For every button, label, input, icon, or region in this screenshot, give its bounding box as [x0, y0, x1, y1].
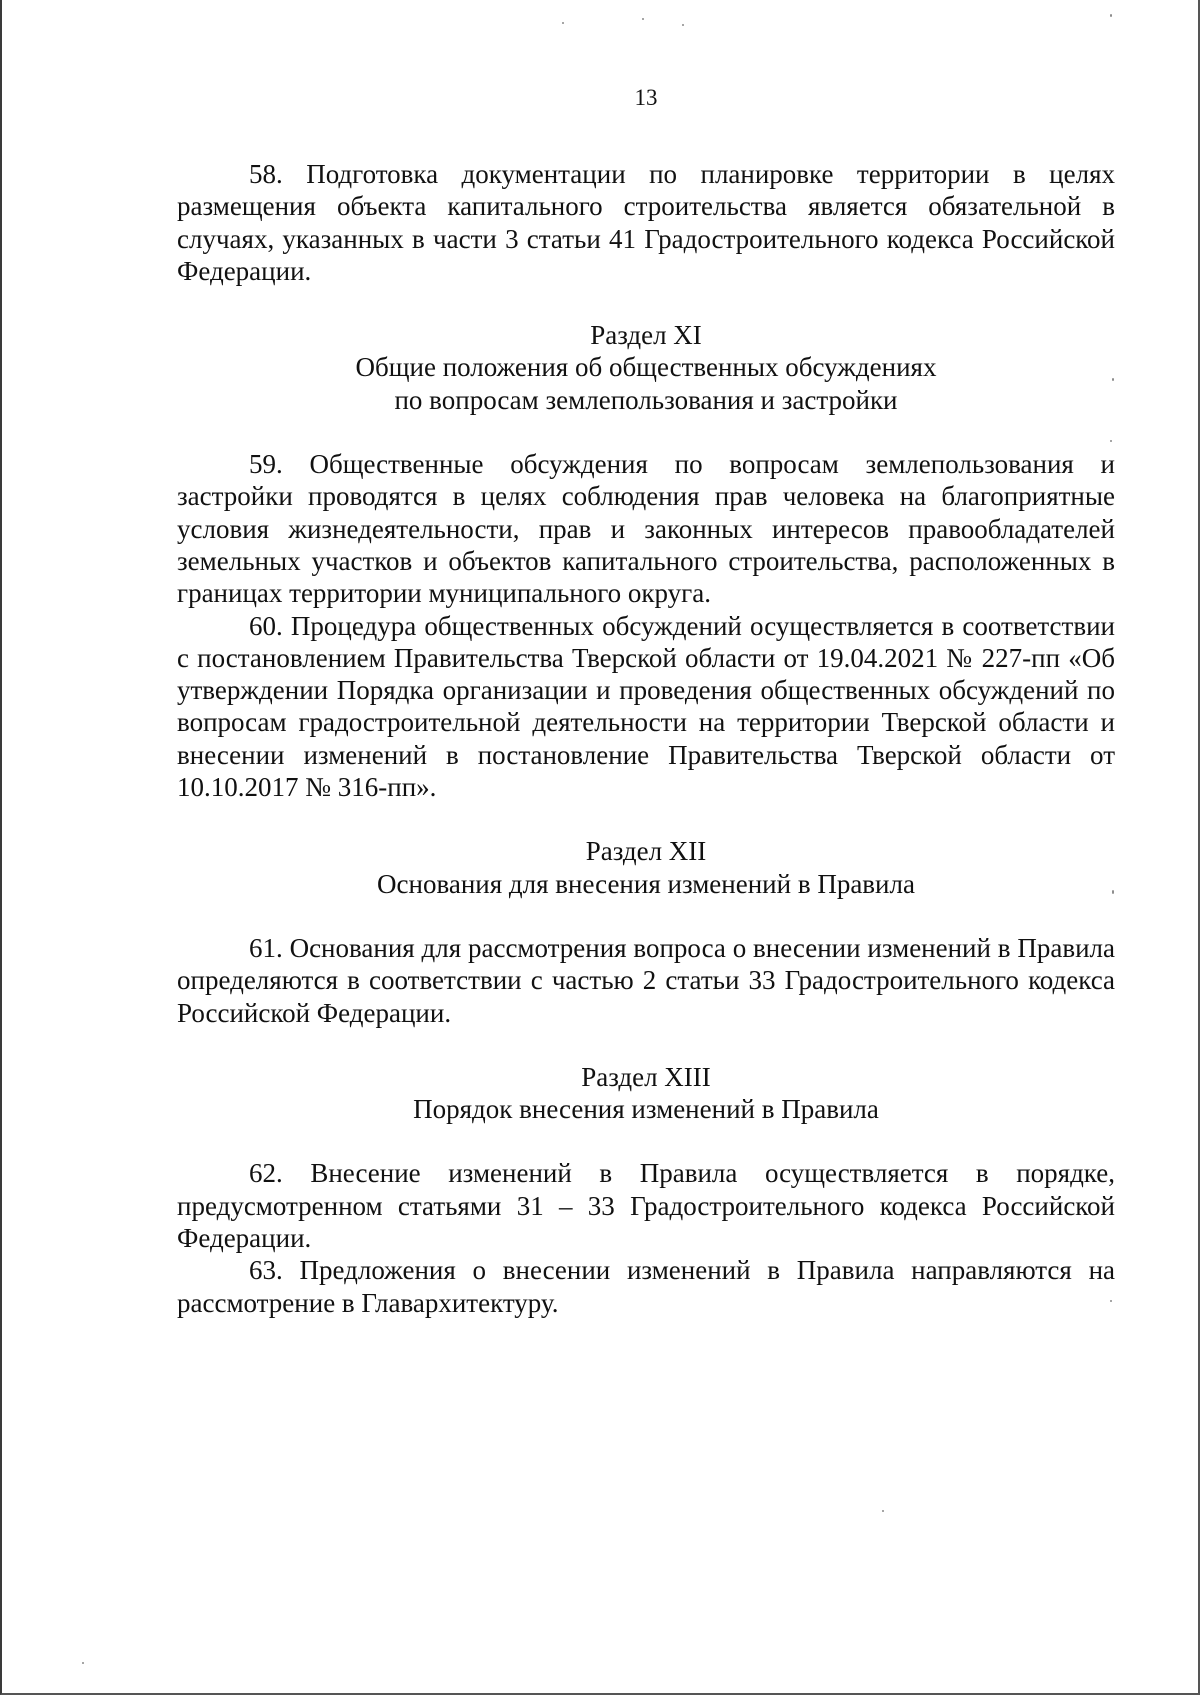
section-11-title-line-1: Общие положения об общественных обсуждениях	[355, 352, 937, 383]
scan-speck	[682, 24, 684, 26]
scan-speck	[1112, 378, 1114, 381]
section-12-heading	[177, 835, 1115, 900]
section-13-title: Порядок внесения изменений в Правила	[413, 1094, 879, 1125]
paragraph-60: 60. Процедура общественных обсуждений осуществляется в соответствии с постановлением Правительства Тверской области от 19.04.2021 № 227-пп «Об утверждении Порядка организации и проведения общественных обсуждений по вопросам градостроительной деятельности на территории Тверской области и внесении изменений в постановление Правительства Тверской области от 10.10.2017 № 316-пп».	[177, 610, 1115, 803]
spacer	[177, 1125, 1115, 1157]
spacer	[177, 1029, 1115, 1061]
scan-speck	[1110, 14, 1112, 17]
paragraph-62: 62. Внесение изменений в Правила осуществляется в порядке, предусмотренном статьями 31 – 33 Градостроительного кодекса Российской Федерации.	[177, 1158, 1115, 1254]
spacer	[177, 803, 1115, 835]
section-12-label: Раздел XII	[585, 836, 707, 867]
scan-speck	[1110, 440, 1112, 442]
paragraph-63: 63. Предложения о внесении изменений в Правила направляются на рассмотрение в Главархитектуру.	[177, 1255, 1115, 1318]
page-number: 13	[634, 85, 658, 110]
section-13-label: Раздел XIII	[581, 1061, 711, 1092]
paragraph-59: 59. Общественные обсуждения по вопросам землепользования и застройки проводятся в целях соблюдения прав человека на благоприятные условия жизнедеятельности, прав и законных интересов правообладателей земельных участков и объектов капитального строительства, расположенных в границах территории муниципального округа.	[177, 449, 1115, 609]
scan-speck	[1110, 1300, 1112, 1302]
spacer	[177, 287, 1115, 319]
section-11-heading	[177, 319, 1115, 416]
section-13-heading	[177, 1061, 1115, 1126]
paragraph-58: 58. Подготовка документации по планировке территории в целях размещения объекта капитального строительства является обязательной в случаях, указанных в части 3 статьи 41 Градостроительного кодекса Российской Федерации.	[177, 159, 1115, 286]
scan-speck	[1112, 890, 1114, 894]
paragraph-61: 61. Основания для рассмотрения вопроса о внесении изменений в Правила определяются в соответствии с частью 2 статьи 33 Градостроительного кодекса Российской Федерации.	[177, 932, 1115, 1028]
section-11-title-line-2: по вопросам землепользования и застройки	[394, 384, 898, 415]
document-body	[177, 158, 1115, 1319]
spacer	[177, 416, 1115, 448]
scan-speck	[562, 22, 564, 24]
section-12-title: Основания для внесения изменений в Правила	[377, 868, 915, 899]
scan-speck	[642, 18, 644, 20]
spacer	[177, 900, 1115, 932]
scan-speck	[82, 1662, 84, 1664]
section-11-label: Раздел XI	[590, 320, 702, 351]
scan-speck	[882, 1510, 884, 1512]
